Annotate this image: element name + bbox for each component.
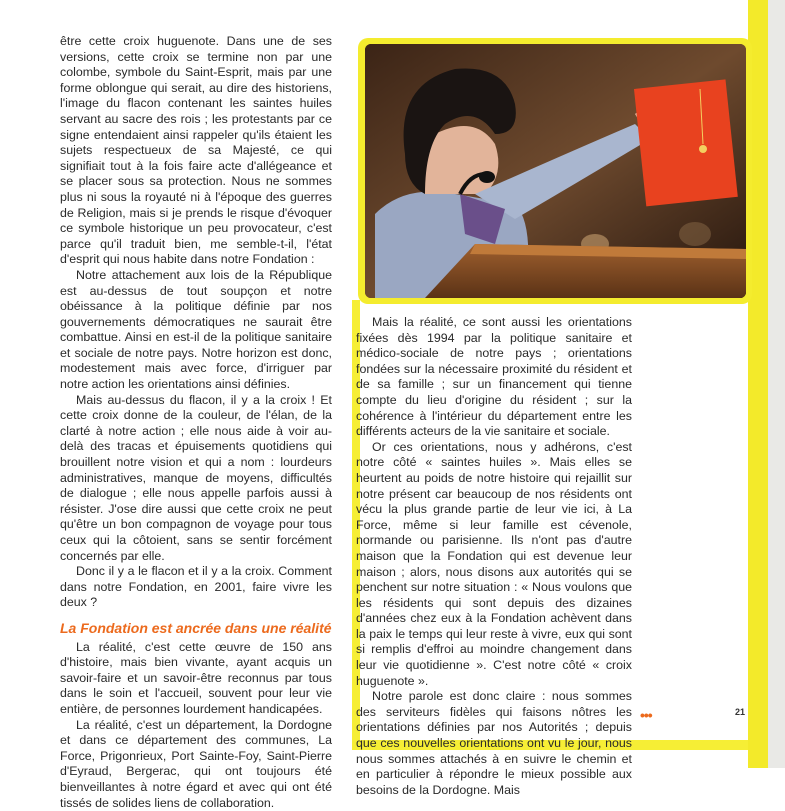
- paragraph: Donc il y a le flacon et il y a la croix. Comment dans notre Fondation, en 2001, faire vivre les deux ?: [60, 564, 332, 610]
- page-number: 21: [735, 707, 746, 717]
- paragraph: La réalité, c'est un département, la Dordogne et dans ce département des communes, La Force, Prigonrieux, Port Sainte-Foy, Saint-Pierre d'Eyraud, Bergerac, qui ont toujours été bienveillantes à notre égard et avec qui ont été tissés de solides liens de collaboration.: [60, 717, 332, 810]
- paragraph: Notre attachement aux lois de la République est au-dessus de tout soupçon et notre obéissance à la politique définie par nos gouvernements démocratiques ne saurait être combattue. Ainsi en est-il de la politique sanitaire et sociale de notre pays. Notre horizon est donc, modestement mais avec force, d'irriguer par notre action les orientations ainsi définies.: [60, 267, 332, 392]
- speaker-photo-illustration: [365, 44, 746, 298]
- paragraph: Mais au-dessus du flacon, il y a la croix ! Et cette croix donne de la couleur, de l'élan, de la clarté à notre action ; elle nous aide à voir au-delà des tracas et épuisements quotidiens qui brouillent notre vision et qui a nom : lourdeurs administratives, manque de moyens, difficultés de dialogue ; elle nous appelle parfois aussi à résister. J'ose dire aussi que cette croix ne peut qu'être un bon compagnon de voyage pour tous ceux qui la côtoient, sans se sentir forcément concernés par elle.: [60, 392, 332, 563]
- left-text-column: [60, 34, 332, 811]
- speaker-photo: [365, 44, 746, 298]
- paragraph: La réalité, c'est cette œuvre de 150 ans d'histoire, mais bien vivante, ayant acquis un savoir-faire et un savoir-être reconnus par tous dans le soin et l'accueil, souvent pour leur vie entière, de personnes lourdement handicapées.: [60, 639, 332, 716]
- paragraph: Mais la réalité, ce sont aussi les orientations fixées dès 1994 par la politique sanitaire et médico-sociale de notre pays ; orientations fondées sur la nécessaire proximité du résident et de sa famille ; sur un financement qui tienne compte du lieu d'origine du résident ; sur la cohérence à l'intérieur du département entre les différents acteurs de la vie sanitaire et sociale.: [356, 315, 632, 439]
- right-text-column: [356, 315, 632, 798]
- section-heading: La Fondation est ancrée dans une réalité: [60, 619, 332, 636]
- continuation-dots: •••: [640, 707, 652, 723]
- paragraph: Or ces orientations, nous y adhérons, c'est notre côté « saintes huiles ». Mais elles se heurtent au poids de notre histoire qui rejaillit sur notre présent car beaucoup de nos résidents ont vécu la plus grande partie de leur vie ici, à La Force, même si leur famille est cévenole, normande ou parisienne. Ils n'ont pas d'autre maison que la Fondation qui est devenue leur maison ; alors, nous disons aux autorités qui se penchent sur notre situation : « Nous voulons que les résidents qui sont depuis des dizaines d'années chez eux à la Fondation achèvent dans la paix le temps qui leur reste à vivre, eux qui sont si remplis d'effroi au moindre changement dans leur vie quotidienne ». C'est notre côté « croix huguenote ».: [356, 439, 632, 688]
- page-edge: [768, 0, 785, 768]
- paragraph: Notre parole est donc claire : nous sommes des serviteurs fidèles qui faisons nôtres les orientations définies par nos Autorités ; depuis que ces nouvelles orientations ont vu le jour, nous nous sommes attachés à en suivre le chemin et en particulier à répondre le mieux possible aux besoins de la Dordogne. Mais: [356, 689, 632, 797]
- paragraph: être cette croix huguenote. Dans une de ses versions, cette croix se termine non par une colombe, symbole du Saint-Esprit, mais par une forme oblongue qui serait, au dire des historiens, l'image du flacon contenant les saintes huiles servant au sacre des rois ; les protestants par ce signe entendaient ainsi rappeler qu'ils étaient les sujets respectueux de sa Majesté, ce qui signifiait tout à la fois faire acte d'allégeance et se placer sous sa protection. Nous ne sommes plus ni sous la royauté ni à l'époque des guerres de Religion, mais si je prends le risque d'évoquer ce symbole historique un peu provocateur, c'est parce qu'il traduit bien, me semble-t-il, l'état d'esprit qui nous habite dans notre Fondation :: [60, 34, 332, 267]
